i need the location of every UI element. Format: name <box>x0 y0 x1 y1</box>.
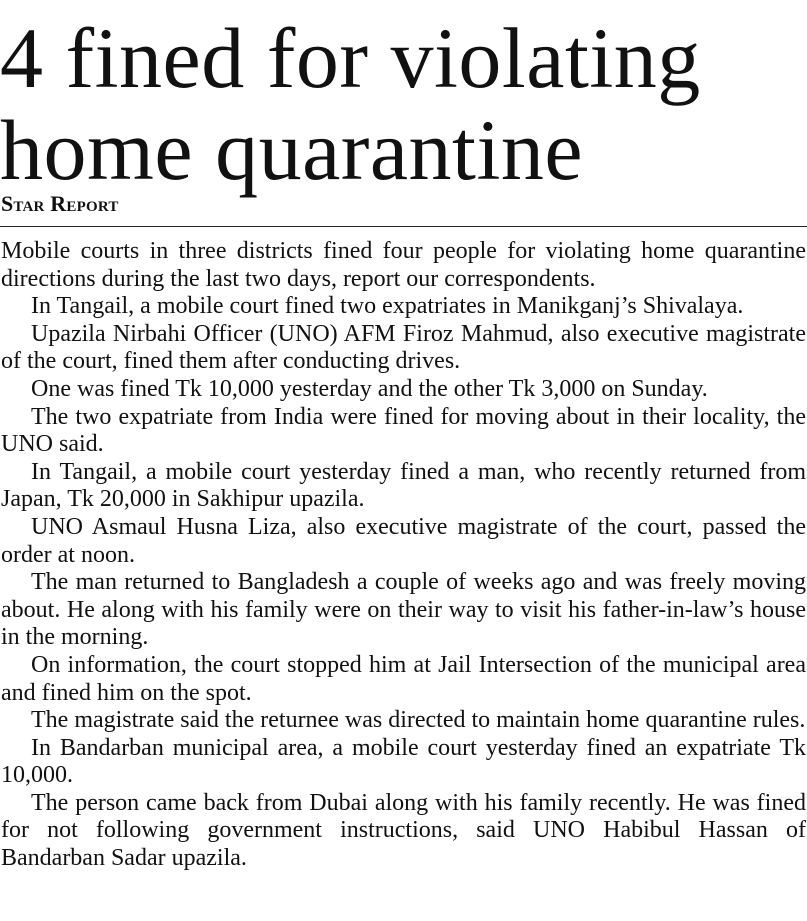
paragraph: In Bandarban municipal area, a mobile court yesterday fined an expatriate Tk 10,000. <box>1 734 806 789</box>
paragraph: The person came back from Dubai along with his family recently. He was fined for not following government instructions, said UNO Habibul Hassan of Bandarban Sadar upazila. <box>1 789 806 872</box>
paragraph: In Tangail, a mobile court fined two expatriates in Manikganj’s Shivalaya. <box>31 293 744 320</box>
paragraph: The magistrate said the returnee was directed to maintain home quarantine rules. <box>31 707 806 734</box>
paragraph: The man returned to Bangladesh a couple of weeks ago and was freely moving about. He along with his family were on their way to visit his father-in-law’s house in the morning. <box>1 569 806 651</box>
byline: Star Report <box>1 191 119 216</box>
paragraph: Mobile courts in three districts fined four people for violating home quarantine directions during the last two days, report our correspondents. <box>1 238 806 292</box>
paragraph: The two expatriate from India were fined for moving about in their locality, the UNO said. <box>1 403 806 458</box>
paragraph: One was fined Tk 10,000 yesterday and the other Tk 3,000 on Sunday. <box>31 375 708 402</box>
paragraph: In Tangail, a mobile court yesterday fined a man, who recently returned from Japan, Tk 20,000 in Sakhipur upazila. <box>1 458 806 513</box>
paragraph: On information, the court stopped him at Jail Intersection of the municipal area and fined him on the spot. <box>1 651 806 706</box>
headline-line-1: 4 fined for violating <box>0 10 701 106</box>
headline <box>0 12 807 196</box>
headline-line-2: home quarantine <box>0 102 584 198</box>
article-body <box>1 238 806 873</box>
divider-rule <box>0 226 807 227</box>
paragraph: Upazila Nirbahi Officer (UNO) AFM Firoz Mahmud, also executive magistrate of the court, fined them after conducting drives. <box>1 320 806 375</box>
paragraph: UNO Asmaul Husna Liza, also executive magistrate of the court, passed the order at noon. <box>1 513 806 568</box>
